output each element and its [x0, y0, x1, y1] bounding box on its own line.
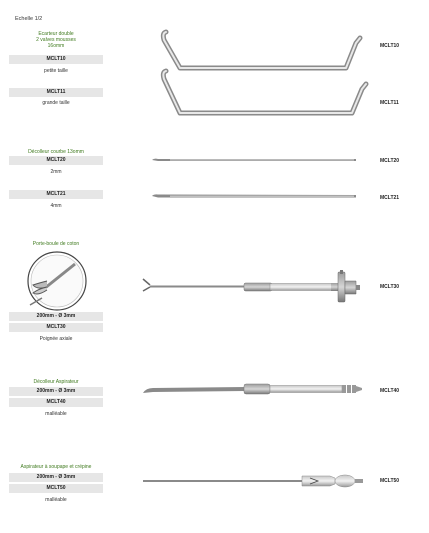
code-bar: MCLT11 [9, 88, 103, 97]
section-title-decolleur-aspirateur: Décolleur Aspirateur [33, 379, 79, 385]
section-title-decolleur-courbe: Décolleur courbe 13omm [28, 149, 84, 155]
section-title-line: 2 valves mousses [36, 37, 76, 43]
code-bar: MCLT10 [9, 55, 103, 64]
product-code: MCLT40 [380, 388, 400, 394]
elevator-2mm-illustration [152, 159, 356, 161]
code-bar: MCLT40 [9, 398, 103, 407]
product-code: MCLT11 [380, 100, 399, 106]
code-bar: MCLT20 [9, 156, 103, 165]
suction-elevator-illustration [143, 384, 362, 394]
item-description: grande taille [42, 100, 70, 106]
section-title-line: Ecarteur double [38, 31, 74, 37]
product-code: MCLT21 [380, 195, 400, 201]
code-bar: MCLT21 [9, 190, 103, 199]
item-description: 4mm [50, 203, 62, 209]
product-code: MCLT50 [380, 478, 400, 484]
section-title-porte-boule: Porte-boule de coton [32, 241, 80, 247]
section-title-aspirateur-soupape: Aspirateur à soupape et crépine [20, 464, 92, 470]
item-description: Poignée axiale [39, 336, 73, 342]
product-code: MCLT20 [380, 158, 400, 164]
item-description: 2mm [50, 169, 62, 175]
cotton-ball-holder-illustration [143, 270, 360, 302]
elevator-4mm-illustration [152, 194, 356, 197]
product-code: MCLT10 [380, 43, 400, 49]
spec-bar: 200mm - Ø 3mm [9, 312, 103, 321]
retractor-small-illustration [163, 32, 360, 68]
suction-valve-illustration [143, 475, 363, 487]
spec-bar: 200mm - Ø 3mm [9, 387, 103, 396]
item-description: malléable [45, 497, 67, 503]
item-description: petite taille [44, 68, 68, 74]
code-bar: MCLT30 [9, 323, 103, 332]
product-code: MCLT30 [380, 284, 400, 290]
retractor-large-illustration [163, 71, 366, 113]
code-bar: MCLT50 [9, 484, 103, 493]
detail-magnifier-illustration [28, 252, 86, 310]
item-description: malléable [45, 411, 67, 417]
scale-label: Echelle 1/2 [15, 16, 43, 22]
spec-bar: 200mm - Ø 3mm [9, 473, 103, 482]
section-title-line: 16omm [47, 43, 65, 49]
